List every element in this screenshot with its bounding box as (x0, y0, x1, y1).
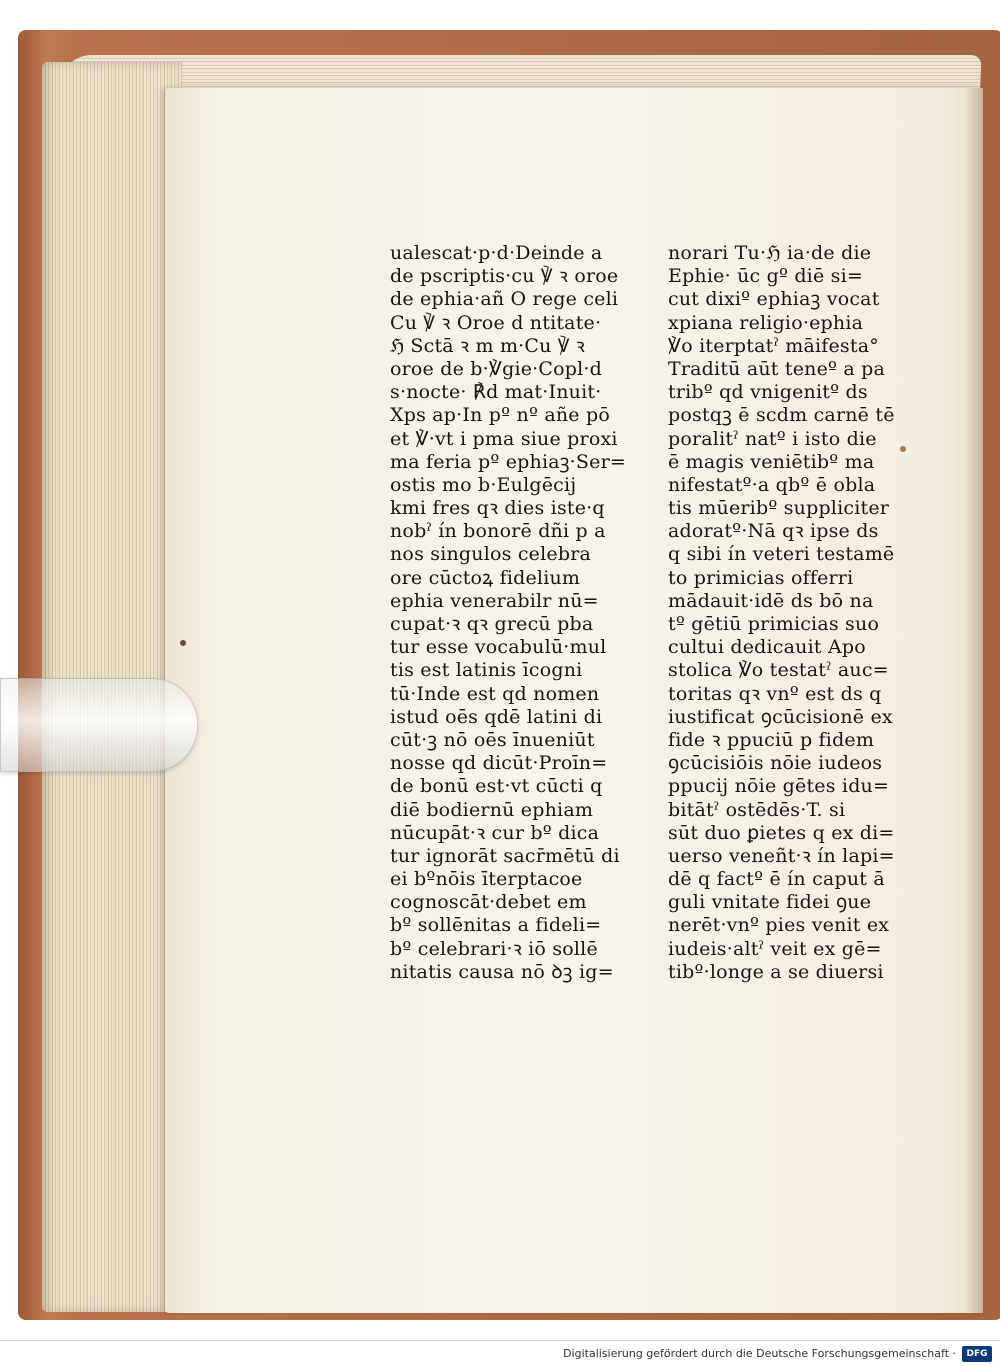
text-line: ore cūctoꝝ fidelium (390, 566, 581, 589)
text-line: uerso veneñt·ꝛ ín lapi= (668, 844, 895, 867)
text-line: stolica ℣o testatˀ auc= (668, 659, 889, 682)
text-line: toritas qꝛ vnº est ds q (668, 682, 882, 705)
text-line: dē q factº ē ín caput ā (668, 868, 885, 891)
text-line: nosse qd dicūt·Proīn= (390, 752, 608, 775)
text-line: de bonū est·vt cūcti q (390, 775, 603, 798)
text-line: nūcupāt·ꝛ cur bº dica (390, 821, 600, 844)
right-text-column (668, 242, 895, 984)
text-line: Traditū aūt teneº a pa (668, 357, 886, 380)
footer-bar (0, 1340, 1000, 1366)
text-line: ephia venerabilr nū= (390, 589, 599, 612)
text-line: et ℣·vt i pma siue proxi (390, 427, 618, 450)
text-line: bº sollēnitas a fideli= (390, 914, 602, 937)
text-line: tū·Inde est qd nomen (390, 682, 600, 705)
page-gutter-shadow (965, 88, 983, 1313)
text-line: ostis mo b·Eulgēcij (390, 473, 577, 496)
dfg-logo: DFG (962, 1346, 992, 1362)
text-line: diē bodiernū ephiam (390, 798, 594, 821)
text-line: fide ꝛ ppuciū p fidem (668, 728, 875, 751)
text-line: tis est latinis īcogni (390, 659, 583, 682)
ink-spot (180, 640, 186, 646)
text-line: norari Tu·ℌ ia·de die (668, 242, 872, 264)
text-line: ualescat·p·d·Deinde a (390, 242, 603, 264)
text-line: cognoscāt·debet em (390, 891, 587, 914)
text-line: q sibi ín veteri testamē (668, 543, 895, 566)
text-line: postqꝫ ē scdm carnē tē (668, 404, 895, 427)
text-line: Cu ℣ ꝛ Oroe d ntitate· (390, 311, 602, 334)
text-line: cut dixiº ephiaꝫ vocat (668, 288, 880, 311)
text-line: oroe de b·℣gie·Copl·d (390, 357, 603, 380)
text-line: poralitˀ natº i isto die (668, 427, 877, 450)
text-line: ma feria pº ephiaꝫ·Ser= (390, 450, 626, 473)
text-line: tis mūeribº suppliciter (668, 497, 890, 520)
text-line: s·nocte· ℟d mat·Inuit· (390, 381, 602, 404)
text-line: mādauit·idē ds bō na (668, 589, 874, 612)
text-line: cūt·ꝫ nō oēs īnueniūt (390, 728, 595, 751)
page-holder-clip (0, 678, 198, 772)
text-line: iustificat ꝯcūcisionē ex (668, 705, 893, 728)
text-line: nerēt·vnº pies venit ex (668, 914, 890, 937)
text-line: tº gētiū primicias suo (668, 613, 880, 635)
text-line: guli vnitate fidei ꝯue (668, 891, 872, 914)
text-line: adoratº·Nā qꝛ ipse ds (668, 520, 879, 543)
text-line: de ephia·añ O rege celi (390, 288, 619, 311)
text-line: ℣o iterptatˀ māifesta° (668, 334, 879, 357)
text-line: tibº·longe a se diuersi (668, 960, 884, 983)
left-text-column (390, 242, 626, 984)
footer-credit: Digitalisierung gefördert durch die Deutsche Forschungsgemeinschaft · (563, 1347, 956, 1360)
paper-stain (900, 446, 906, 452)
text-line: bº celebrari·ꝛ iō sollē (390, 937, 598, 960)
text-line: iudeis·altˀ veit ex gē= (668, 937, 882, 960)
text-line: nos singulos celebra (390, 543, 592, 566)
text-line: tribº qd vnigenitº ds (668, 381, 868, 404)
text-line: cupat·ꝛ qꝛ grecū pba (390, 613, 594, 635)
text-line: istud oēs qdē latini di (390, 705, 603, 728)
text-line: nitatis causa nō ꝺꝫ ig= (390, 960, 614, 983)
text-line: ꝯcūcisiōis nōie iudeos (668, 752, 883, 775)
text-line: tur ignorāt sacr̄mētū di (390, 844, 620, 867)
text-line: ppucij nōie gētes idu= (668, 775, 890, 798)
text-line: ē magis veniētibº ma (668, 450, 875, 473)
text-line: tur esse vocabulū·mul (390, 636, 607, 659)
text-line: ℌ Sctā ꝛ m m·Cu ℣ ꝛ (390, 334, 585, 357)
text-line: ei bºnōis īterptacoe (390, 868, 583, 891)
text-line: de pscriptis·cu ℣ ꝛ oroe (390, 265, 619, 288)
text-line: to primicias offerri (668, 566, 854, 589)
text-line: cultui dedicauit Apo (668, 636, 866, 659)
text-line: sūt duo ꝑietes q ex di= (668, 821, 895, 844)
text-line: Xps ap·In pº nº añe pō (390, 404, 610, 427)
text-line: nifestatº·a qbº ē obla (668, 473, 876, 496)
text-line: bitātˀ ostēdēs·T. si (668, 798, 846, 821)
text-line: Ephie· ūc gº diē si= (668, 265, 863, 288)
text-line: xpiana religio·ephia (668, 311, 864, 334)
text-line: nobˀ ín bonorē dñi p a (390, 520, 606, 543)
text-line: kmi fres qꝛ dies iste·q (390, 497, 605, 520)
